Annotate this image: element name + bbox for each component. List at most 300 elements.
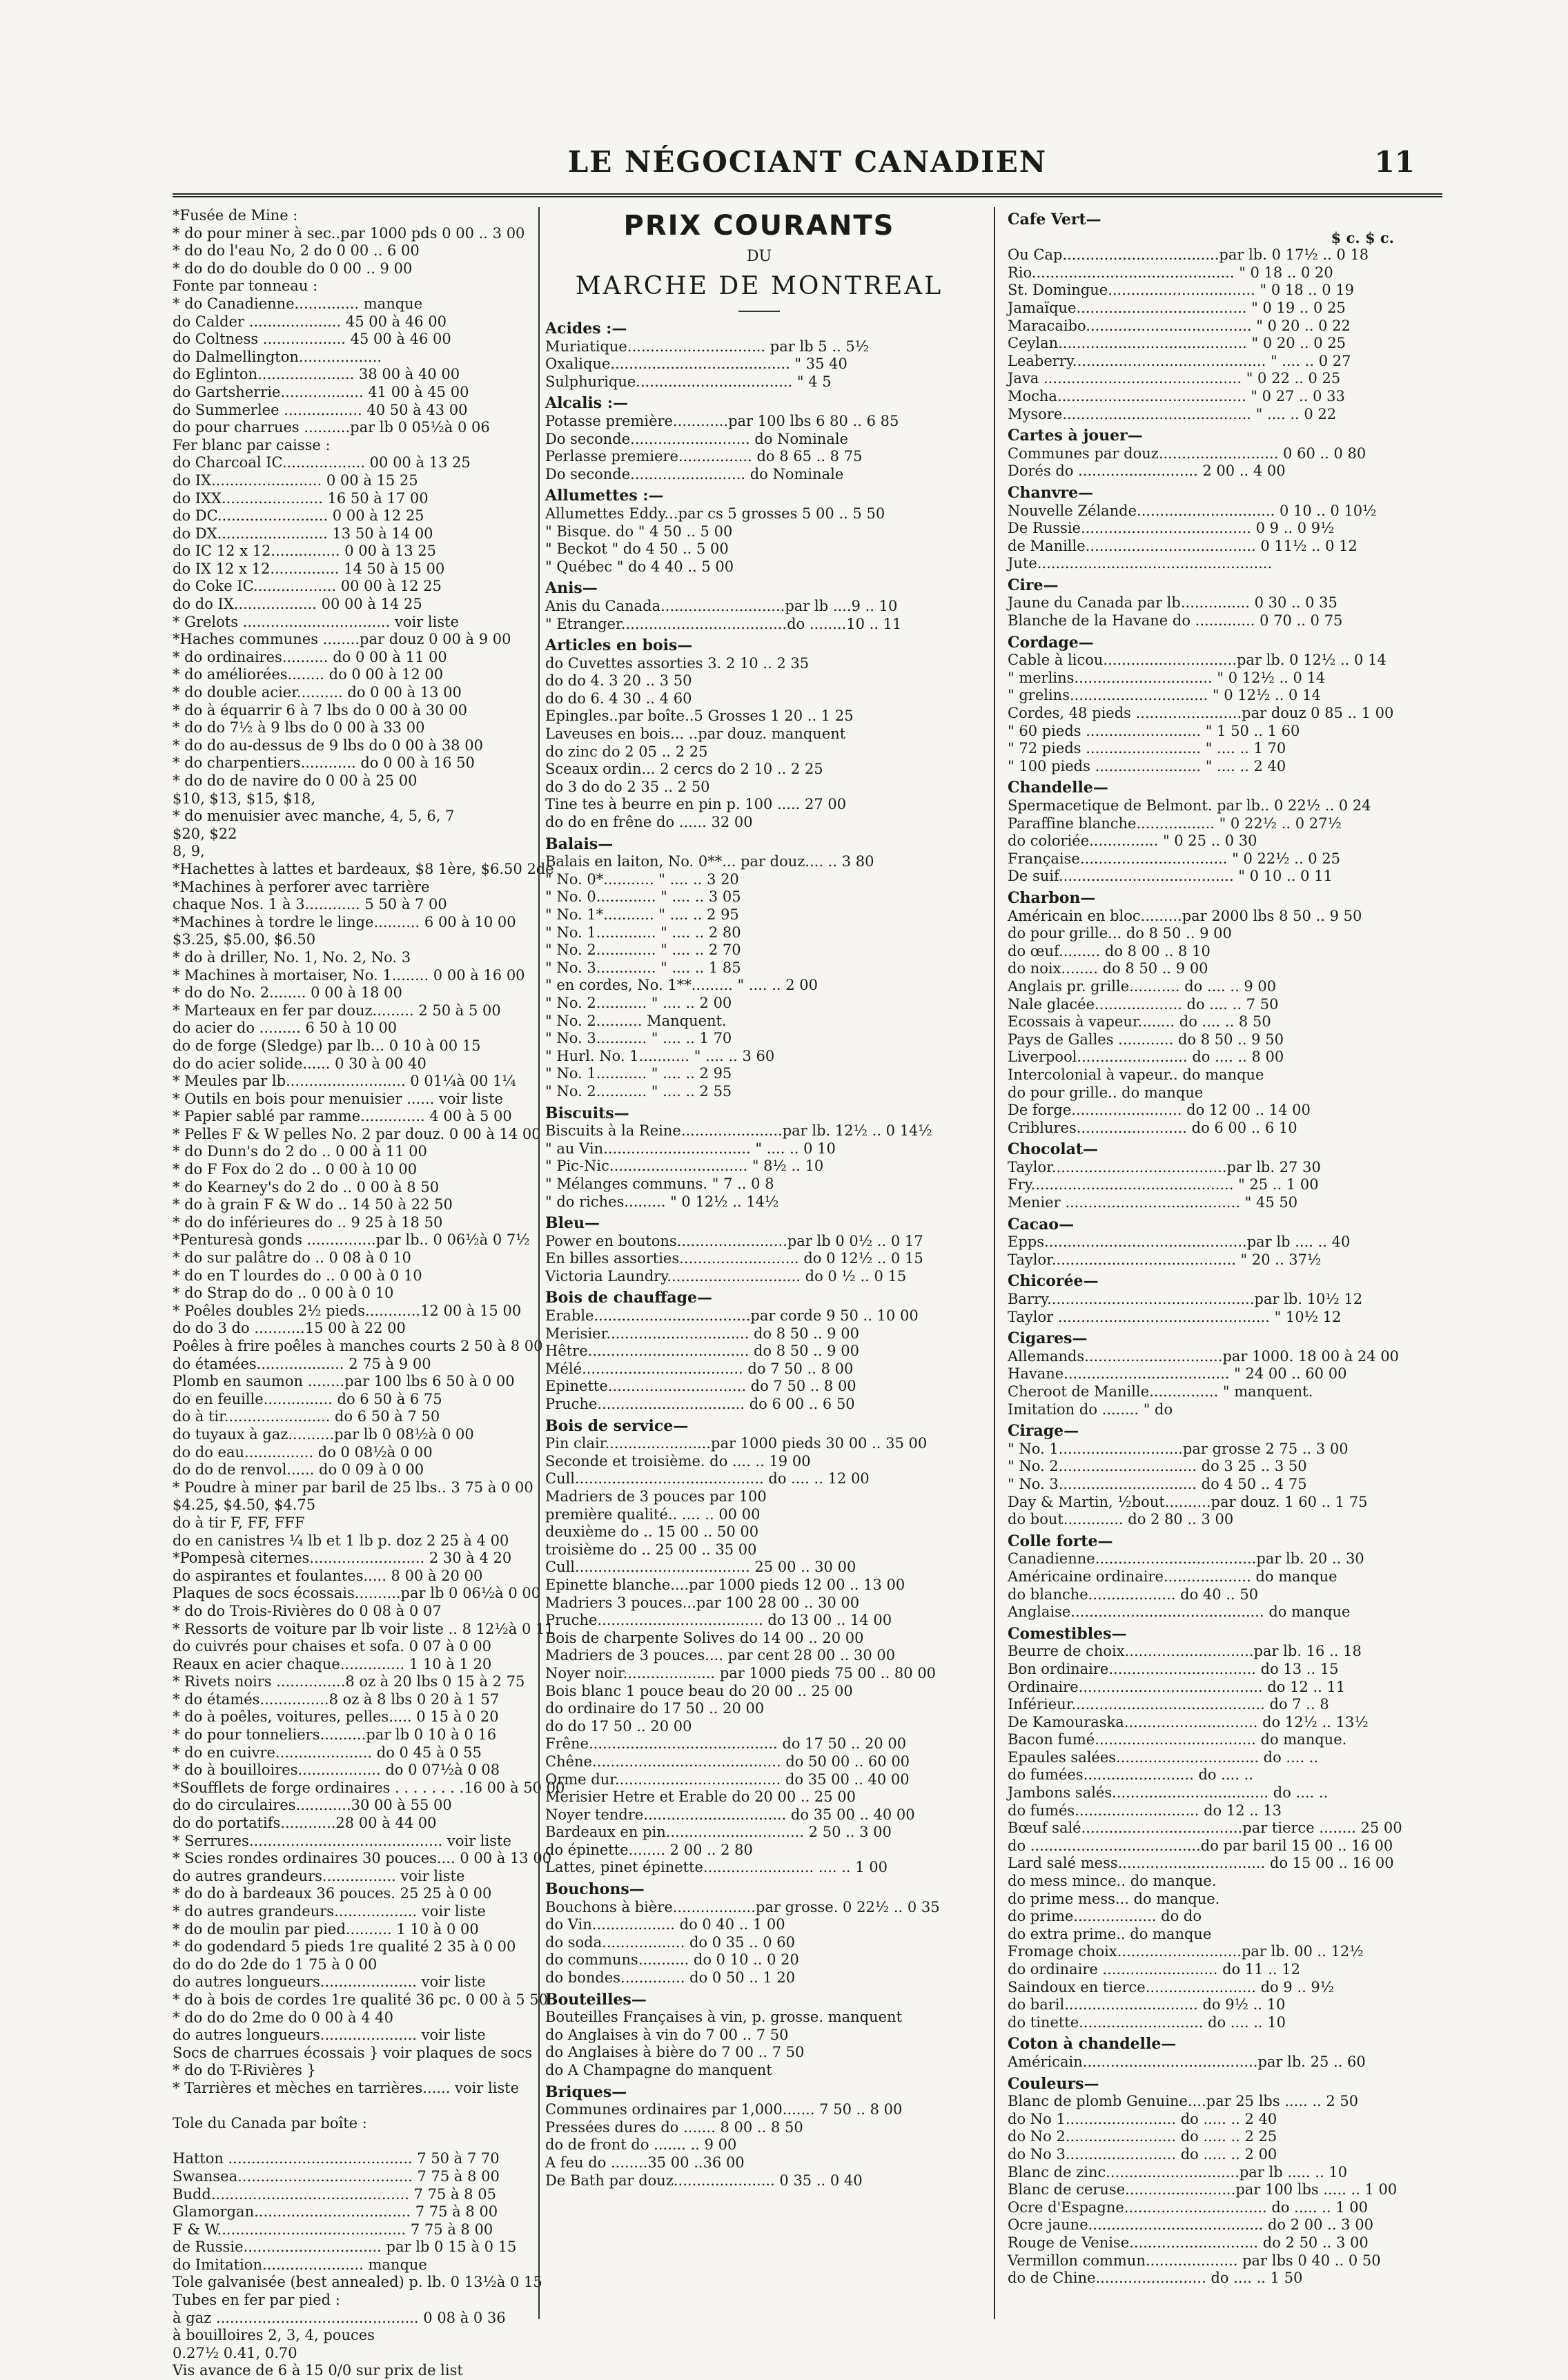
price-line: Leaberry.......................................... " .... .. 0 27 <box>1008 352 1351 369</box>
price-line: Beurre de choix............................par lb. 16 .. 18 <box>1008 1643 1362 1660</box>
price-line: Chandelle— <box>1008 779 1108 797</box>
price-line: do pour charrues ..........par lb 0 05½à 0 06 <box>173 419 490 436</box>
price-line: " 60 pieds ......................... " 1 50 .. 1 60 <box>1008 722 1300 739</box>
price-line: * do autres grandeurs.................. voir liste <box>173 1903 486 1920</box>
column-hardware-prices <box>173 207 565 2379</box>
price-line: Chicorée— <box>1008 1272 1099 1291</box>
price-line: * do en cuivre..................... do 0 45 à 0 55 <box>173 1744 482 1761</box>
price-line: " 100 pieds ....................... " .... .. 2 40 <box>1008 757 1286 774</box>
price-line: * Marteaux en fer par douz......... 2 50 à 5 00 <box>173 1002 501 1019</box>
price-line: Nouvelle Zélande.............................. 0 10 .. 0 10½ <box>1008 502 1377 519</box>
price-line: Bouteilles— <box>545 1990 647 2009</box>
price-line: " Etranger....................................do ........10 .. 11 <box>545 615 902 632</box>
price-line: do autres longueurs..................... voir liste <box>173 2027 486 2044</box>
banner-market: MARCHE DE MONTREAL <box>575 272 943 300</box>
price-line: Blanc de ceruse........................par 100 lbs ..... .. 1 00 <box>1008 2181 1398 2198</box>
price-line: * Scies rondes ordinaires 30 pouces.... 0 00 à 13 00 <box>173 1850 552 1867</box>
price-line: do Vin.................. do 0 40 .. 1 00 <box>545 1916 785 1933</box>
price-line: Balais— <box>545 835 614 853</box>
price-line: Canadienne...................................par lb. 20 .. 30 <box>1008 1550 1364 1568</box>
price-line: Couleurs— <box>1008 2074 1099 2093</box>
price-line: Bouteilles Françaises à vin, p. grosse. manquent <box>545 2009 903 2026</box>
price-line: Jamaïque..................................... " 0 19 .. 0 25 <box>1008 299 1346 316</box>
price-line: * do do au-dessus de 9 lbs do 0 00 à 38 00 <box>173 737 483 754</box>
price-line: do pour grille... do 8 50 .. 9 00 <box>1008 925 1232 942</box>
price-line: do aspirantes et foulantes..... 8 00 à 20 00 <box>173 1567 483 1584</box>
price-line: Anglaise.......................................... do manque <box>1008 1603 1351 1621</box>
price-line: do Gartsherrie.................. 41 00 à 45 00 <box>173 383 469 400</box>
price-line: $3.25, $5.00, $6.50 <box>173 931 316 948</box>
price-line: do autres grandeurs................ voir liste <box>173 1867 465 1884</box>
price-line: Acides :— <box>545 320 627 338</box>
banner-title: PRIX COURANTS <box>623 210 895 242</box>
price-line: " No. 1...........................par grosse 2 75 .. 3 00 <box>1008 1440 1349 1457</box>
price-line: do ordinaire ......................... do 11 .. 12 <box>1008 1961 1300 1978</box>
price-line: St. Domingue................................ " 0 18 .. 0 19 <box>1008 282 1355 299</box>
price-line: do DX........................ 13 50 à 14 00 <box>173 525 433 542</box>
price-line: Bouchons à bière..................par grosse. 0 22½ .. 0 35 <box>545 1898 940 1915</box>
price-line: do IXX...................... 16 50 à 17 00 <box>173 489 429 507</box>
price-line: Allumettes :— <box>545 487 664 505</box>
price-line: do do en frêne do ...... 32 00 <box>545 814 753 831</box>
price-line: " No. 0............. " .... .. 3 05 <box>545 888 741 906</box>
price-line: Erable..................................par corde 9 50 .. 10 00 <box>545 1307 919 1325</box>
price-line: Madriers de 3 pouces.... par cent 28 00 .. 30 00 <box>545 1647 896 1664</box>
price-line: * do à poêles, voitures, pelles..... 0 15 à 0 20 <box>173 1708 499 1726</box>
price-line: Cire— <box>1008 576 1059 594</box>
price-line: Madriers de 3 pouces par 100 <box>545 1488 767 1505</box>
price-line: do de front do ....... .. 9 00 <box>545 2136 737 2154</box>
price-line: * do à équarrir 6 à 7 lbs do 0 00 à 30 00 <box>173 701 467 719</box>
price-line: do DC........................ 0 00 à 12 25 <box>173 507 424 525</box>
price-line: * Outils en bois pour menuisier ...... voir liste <box>173 1090 503 1107</box>
price-line: " en cordes, No. 1**......... " .... .. 2 00 <box>545 977 819 994</box>
price-line: " No. 1............. " .... .. 2 80 <box>545 924 741 941</box>
price-line: *Fusée de Mine : <box>173 207 298 224</box>
price-line: Bon ordinaire................................ do 13 .. 15 <box>1008 1660 1339 1677</box>
price-line: troisième do .. 25 00 .. 35 00 <box>545 1541 757 1558</box>
price-line: do Dalmellington.................. <box>173 348 382 365</box>
price-line: Menier ...................................... " 45 50 <box>1008 1194 1298 1211</box>
price-line: do A Champagne do manquent <box>545 2062 772 2078</box>
price-line: Intercolonial à vapeur.. do manque <box>1008 1066 1264 1083</box>
price-line: do No 3........................ do ..... .. 2 00 <box>1008 2145 1277 2163</box>
price-line: * Poêles doubles 2½ pieds............12 00 à 15 00 <box>173 1302 522 1319</box>
price-line: " No. 3.............................. do 4 50 .. 4 75 <box>1008 1475 1307 1492</box>
column-divider <box>994 207 995 2319</box>
price-line: do tuyaux à gaz..........par lb 0 08½à 0 00 <box>173 1425 474 1443</box>
price-line: Merisier............................... do 8 50 .. 9 00 <box>545 1325 859 1342</box>
column-market-prices <box>545 207 973 2326</box>
price-line: * do charpentiers............ do 0 00 à 16 50 <box>173 754 475 772</box>
price-line: * do do l'eau No, 2 do 0 00 .. 6 00 <box>173 242 420 260</box>
price-line: do Coke IC.................. 00 00 à 12 25 <box>173 578 442 595</box>
price-line: Chêne......................................... do 50 00 .. 60 00 <box>545 1753 910 1770</box>
price-line: * Meules par lb.......................... 0 01¼à 00 1¼ <box>173 1073 516 1090</box>
price-line: do Cuvettes assorties 3. 2 10 .. 2 35 <box>545 654 810 672</box>
price-line: do No 1........................ do ..... .. 2 40 <box>1008 2110 1277 2127</box>
price-line: Colle forte— <box>1008 1532 1113 1550</box>
price-line: do 3 do do 2 35 .. 2 50 <box>545 778 710 795</box>
price-line: Bardeaux en pin.............................. 2 50 .. 3 00 <box>545 1824 892 1841</box>
price-line: do Charcoal IC.................. 00 00 à 13 25 <box>173 454 471 471</box>
price-line: do do acier solide...... 0 30 à 00 40 <box>173 1055 427 1072</box>
price-line: * do do 7½ à 9 lbs do 0 00 à 33 00 <box>173 719 425 737</box>
price-line: Reaux en acier chaque.............. 1 10 à 1 20 <box>173 1655 492 1672</box>
price-line: * Rivets noirs ...............8 oz à 20 lbs 0 15 à 2 75 <box>173 1673 525 1690</box>
price-line: do do IX.................. 00 00 à 14 25 <box>173 596 422 613</box>
price-line: 8, 9, <box>173 843 205 860</box>
price-line: $ c. $ c. <box>1331 228 1394 246</box>
price-line: Lattes, pinet épinette........................ .... .. 1 00 <box>545 1859 888 1876</box>
price-line: do noix........ do 8 50 .. 9 00 <box>1008 960 1208 977</box>
price-line: Muriatique.............................. par lb 5 .. 5½ <box>545 338 870 355</box>
price-line: do do portatifs............28 00 à 44 00 <box>173 1815 437 1832</box>
price-line: do acier do ......... 6 50 à 10 00 <box>173 1020 398 1037</box>
banner-divider <box>738 311 780 312</box>
price-line: Socs de charrues écossais } voir plaques de socs <box>173 2044 533 2061</box>
price-line: A feu do ........35 00 ..36 00 <box>545 2154 745 2171</box>
price-line: chaque Nos. 1 à 3............ 5 50 à 7 00 <box>173 896 447 913</box>
price-line: do blanche................... do 40 .. 50 <box>1008 1586 1259 1603</box>
price-line: Cordes, 48 pieds .......................par douz 0 85 .. 1 00 <box>1008 705 1394 722</box>
price-line: * do en T lourdes do .. 0 00 à 0 10 <box>173 1267 422 1284</box>
price-line: Taylor......................................par lb. 27 30 <box>1008 1158 1321 1176</box>
price-line: " No. 1*........... " .... .. 2 95 <box>545 906 739 923</box>
price-line: * do sur palâtre do .. 0 08 à 0 10 <box>173 1249 411 1267</box>
price-line: *Hachettes à lattes et bardeaux, $8 1ère, $6.50 2de <box>173 860 554 877</box>
page-number: 11 <box>1374 145 1415 179</box>
price-line: do .....................................do par baril 15 00 .. 16 00 <box>1008 1837 1393 1854</box>
price-line: Criblures........................ do 6 00 .. 6 10 <box>1008 1119 1297 1136</box>
price-line: do do 6. 4 30 .. 4 60 <box>545 690 692 707</box>
price-line <box>173 2098 531 2116</box>
price-line: do Coltness .................. 45 00 à 46 00 <box>173 331 451 348</box>
price-line: * do pour miner à sec..par 1000 pds 0 00 .. 3 00 <box>173 224 525 242</box>
price-line: * do à grain F & W do .. 14 50 à 22 50 <box>173 1196 453 1213</box>
price-line: Hatton ........................................ 7 50 à 7 70 <box>173 2150 500 2167</box>
price-line: Briques— <box>545 2082 627 2101</box>
price-line: Bois de service— <box>545 1416 689 1435</box>
price-line: " No. 2........... " .... .. 2 55 <box>545 1082 732 1100</box>
price-line: Madriers 3 pouces...par 100 28 00 .. 30 00 <box>545 1594 860 1611</box>
price-line: do extra prime.. do manque <box>1008 1925 1212 1942</box>
price-line: do épinette........ 2 00 .. 2 80 <box>545 1841 753 1858</box>
price-line: Bois blanc 1 pouce beau do 20 00 .. 25 00 <box>545 1682 853 1699</box>
price-line: * do ordinaires.......... do 0 00 à 11 00 <box>173 648 447 665</box>
price-line: Mélé................................... do 7 50 .. 8 00 <box>545 1360 854 1377</box>
price-line: De suif...................................... " 0 10 .. 0 11 <box>1008 868 1333 885</box>
price-line: F & W......................................... 7 75 à 8 00 <box>173 2221 493 2238</box>
price-line: Charbon— <box>1008 888 1096 907</box>
price-line: Articles en bois— <box>545 636 693 655</box>
price-line: do do eau............... do 0 08½à 0 00 <box>173 1443 433 1461</box>
price-line: Day & Martin, ½bout..........par douz. 1 60 .. 1 75 <box>1008 1493 1368 1510</box>
price-line: Sulphurique.................................. " 4 5 <box>545 373 832 390</box>
price-line: *Soufflets de forge ordinaires . . . . . . . .16 00 à 50 00 <box>173 1779 565 1796</box>
price-line: Fonte par tonneau : <box>173 277 318 295</box>
price-line: do do 17 50 .. 20 00 <box>545 1717 692 1735</box>
price-line: * do do de navire do 0 00 à 25 00 <box>173 772 418 789</box>
price-line: Epingles..par boîte..5 Grosses 1 20 .. 1 25 <box>545 708 854 725</box>
price-line: * Pelles F & W pelles No. 2 par douz. 0 00 à 14 00 <box>173 1125 541 1142</box>
price-line: do mess mince.. do manque. <box>1008 1873 1217 1890</box>
price-line: do Eglinton..................... 38 00 à 40 00 <box>173 366 460 383</box>
price-line: Bleu— <box>545 1214 600 1233</box>
price-line: " No. 2.............................. do 3 25 .. 3 50 <box>1008 1458 1307 1475</box>
price-line: * do do do double do 0 00 .. 9 00 <box>173 260 413 277</box>
price-line: Alcalis :— <box>545 394 628 413</box>
price-line: Taylor .............................................. " 10½ 12 <box>1008 1308 1342 1325</box>
price-line: do œuf......... do 8 00 .. 8 10 <box>1008 942 1211 959</box>
price-line: Liverpool........................ do .... .. 8 00 <box>1008 1048 1284 1066</box>
price-line: Do seconde......................... do Nominale <box>545 465 844 482</box>
price-line: " No. 2............. " .... .. 2 70 <box>545 942 741 959</box>
price-line: Spermacetique de Belmont. par lb.. 0 22½ .. 0 24 <box>1008 797 1371 814</box>
price-line: Cable à licou.............................par lb. 0 12½ .. 0 14 <box>1008 652 1386 669</box>
price-line: De Bath par douz...................... 0 35 .. 0 40 <box>545 2172 863 2189</box>
price-line: Victoria Laundry............................. do 0 ½ .. 0 15 <box>545 1267 907 1285</box>
price-line: Bois de chauffage— <box>545 1289 713 1307</box>
price-line: * do do Trois-Rivières do 0 08 à 0 07 <box>173 1602 442 1619</box>
price-line: do soda.................. do 0 35 .. 0 60 <box>545 1933 795 1951</box>
price-line: do en canistres ¼ lb et 1 lb p. doz 2 25 à 4 00 <box>173 1532 509 1549</box>
price-line: Dorés do .......................... 2 00 .. 4 00 <box>1008 462 1286 480</box>
price-line: deuxième do .. 15 00 .. 50 00 <box>545 1523 759 1541</box>
price-line: * do améliorées........ do 0 00 à 12 00 <box>173 666 444 683</box>
price-line: Bacon fumé................................... do manque. <box>1008 1731 1347 1748</box>
price-line: Française................................ " 0 22½ .. 0 25 <box>1008 850 1341 867</box>
price-line: Pressées dures do ....... 8 00 .. 8 50 <box>545 2118 803 2136</box>
price-line: * Papier sablé par ramme.............. 4 00 à 5 00 <box>173 1108 512 1125</box>
price-line: 0.27½ 0.41, 0.70 <box>173 2344 297 2361</box>
price-line: Power en boutons........................par lb 0 0½ .. 0 17 <box>545 1232 923 1249</box>
price-line: " No. 3........... " .... .. 1 70 <box>545 1030 732 1047</box>
banner-du: DU <box>746 248 772 265</box>
price-line: Pays de Galles ............ do 8 50 .. 9 50 <box>1008 1031 1284 1048</box>
price-line: Imitation do ........ " do <box>1008 1401 1173 1418</box>
price-line: Ocre d'Espagne............................... do ..... .. 1 00 <box>1008 2198 1369 2216</box>
price-line: do Anglaises à bière do 7 00 .. 7 50 <box>545 2044 805 2061</box>
price-line: à bouilloires 2, 3, 4, pouces <box>173 2327 375 2344</box>
price-line: Noyer noir.................... par 1000 pieds 75 00 .. 80 00 <box>545 1664 937 1681</box>
price-line: *Machines à tordre le linge.......... 6 00 à 10 00 <box>173 913 516 930</box>
price-line: " No. 2........... " .... .. 2 00 <box>545 994 732 1011</box>
price-line: * do menuisier avec manche, 4, 5, 6, 7 <box>173 808 455 825</box>
price-line: Communes par douz.......................... 0 60 .. 0 80 <box>1008 445 1366 462</box>
price-line: Epps............................................par lb .... .. 40 <box>1008 1233 1351 1251</box>
price-line: Cordage— <box>1008 633 1094 652</box>
price-line: Frêne......................................... do 17 50 .. 20 00 <box>545 1735 907 1753</box>
price-line: * Tarrières et mèches en tarrières...... voir liste <box>173 2079 520 2096</box>
price-line: Biscuits à la Reine......................par lb. 12½ .. 0 14½ <box>545 1122 932 1140</box>
price-line: Poêles à frire poêles à manches courts 2 50 à 8 00 <box>173 1338 543 1354</box>
price-line: Cartes à jouer— <box>1008 427 1143 445</box>
price-line: * do Strap do do .. 0 00 à 0 10 <box>173 1285 394 1302</box>
price-line: do Imitation...................... manque <box>173 2256 427 2273</box>
price-line: de Manille..................................... 0 11½ .. 0 12 <box>1008 537 1358 554</box>
price-line: " Beckot " do 4 50 .. 5 00 <box>545 540 729 558</box>
price-line: * do do T-Rivières } <box>173 2062 316 2079</box>
price-line: do Summerlee ................. 40 50 à 43 00 <box>173 401 468 418</box>
price-line: " Pic-Nic.............................. " 8½ .. 10 <box>545 1158 824 1175</box>
price-line: * Machines à mortaiser, No. 1........ 0 00 à 16 00 <box>173 966 525 984</box>
price-line: * do do No. 2........ 0 00 à 18 00 <box>173 984 402 1002</box>
price-line: * Serrures.......................................... voir liste <box>173 1832 511 1849</box>
price-line: $4.25, $4.50, $4.75 <box>173 1496 316 1514</box>
price-line: Cacao— <box>1008 1215 1075 1233</box>
price-line: *Haches communes ........par douz 0 00 à 9 00 <box>173 631 511 648</box>
price-line: do fumés........................... do 12 .. 13 <box>1008 1802 1282 1819</box>
price-line: Epinette.............................. do 7 50 .. 8 00 <box>545 1378 856 1395</box>
price-line: Pin clair.......................par 1000 pieds 30 00 .. 35 00 <box>545 1435 928 1452</box>
price-line: Noyer tendre............................... do 35 00 .. 40 00 <box>545 1806 915 1823</box>
price-line: " No. 3............. " .... .. 1 85 <box>545 959 741 976</box>
price-line: Do seconde.......................... do Nominale <box>545 430 848 447</box>
price-line: Plomb en saumon ........par 100 lbs 6 50 à 0 00 <box>173 1373 515 1390</box>
price-line: do étamées................... 2 75 à 9 00 <box>173 1355 431 1372</box>
price-line: Cigares— <box>1008 1329 1088 1348</box>
price-line: do à tir F, FF, FFF <box>173 1514 305 1531</box>
price-line: Fer blanc par caisse : <box>173 436 331 453</box>
price-line: Rouge de Venise............................ do 2 50 .. 3 00 <box>1008 2234 1369 2251</box>
price-line: Fromage choix...........................par lb. 00 .. 12½ <box>1008 1943 1364 1960</box>
price-line: De Russie..................................... 0 9 .. 0 9½ <box>1008 520 1335 537</box>
price-line: do de forge (Sledge) par lb... 0 10 à 00 15 <box>173 1037 481 1054</box>
price-line: do zinc do 2 05 .. 2 25 <box>545 743 708 760</box>
price-line: do do de renvol...... do 0 09 à 0 00 <box>173 1461 424 1479</box>
price-line: Merisier Hetre et Erable do 20 00 .. 25 00 <box>545 1788 856 1806</box>
price-line: Jaune du Canada par lb............... 0 30 .. 0 35 <box>1008 594 1337 612</box>
price-line: " Mélanges communs. " 7 .. 0 8 <box>545 1175 774 1192</box>
price-line: Swansea...................................... 7 75 à 8 00 <box>173 2167 500 2185</box>
price-line: do autres longueurs..................... voir liste <box>173 1973 486 1991</box>
price-line: $20, $22 <box>173 825 237 842</box>
price-line: Maracaibo.................................... " 0 20 .. 0 22 <box>1008 317 1351 334</box>
price-line: " No. 1........... " .... .. 2 95 <box>545 1065 732 1082</box>
price-line: De forge........................ do 12 00 .. 14 00 <box>1008 1102 1311 1119</box>
price-line: do en feuille............... do 6 50 à 6 75 <box>173 1390 442 1407</box>
price-line: Comestibles— <box>1008 1624 1127 1643</box>
price-line: Ocre jaune...................................... do 2 00 .. 3 00 <box>1008 2216 1373 2234</box>
price-line <box>173 2133 531 2151</box>
price-line: Blanche de la Havane do ............. 0 70 .. 0 75 <box>1008 612 1343 630</box>
price-line: do à tir....................... do 6 50 à 7 50 <box>173 1408 440 1425</box>
price-line: Américain......................................par lb. 25 .. 60 <box>1008 2053 1366 2070</box>
price-line: Bois de charpente Solives do 14 00 .. 20 00 <box>545 1629 864 1646</box>
market-price-lines <box>545 320 973 2189</box>
price-line: Seconde et troisième. do .... .. 19 00 <box>545 1452 811 1470</box>
column-divider <box>538 207 540 2319</box>
price-line: Blanc de zinc.............................par lb ..... .. 10 <box>1008 2163 1348 2181</box>
price-line: * do do inférieures do .. 9 25 à 18 50 <box>173 1213 443 1231</box>
price-line: do coloriée............... " 0 25 .. 0 30 <box>1008 832 1257 850</box>
price-line: * do godendard 5 pieds 1re qualité 2 35 à 0 00 <box>173 1938 516 1955</box>
price-line: " Bisque. do " 4 50 .. 5 00 <box>545 523 733 540</box>
price-line: do fumées........................ do .... .. <box>1008 1766 1253 1784</box>
price-line: do communs........... do 0 10 .. 0 20 <box>545 1951 799 1969</box>
price-line: do ordinaire do 17 50 .. 20 00 <box>545 1700 765 1717</box>
price-line: Jambons salés.................................. do .... .. <box>1008 1784 1329 1802</box>
price-line: Américain en bloc.........par 2000 lbs 8 50 .. 9 50 <box>1008 907 1362 924</box>
price-line: * Grelots ................................ voir liste <box>173 613 459 630</box>
running-head <box>173 145 1442 186</box>
price-line: Cull......................................... do .... .. 12 00 <box>545 1470 870 1488</box>
price-line: Nale glacée................... do .... .. 7 50 <box>1008 995 1279 1013</box>
price-line: * do pour tonneliers..........par lb 0 10 à 0 16 <box>173 1726 497 1744</box>
price-line: * do double acier.......... do 0 00 à 13 00 <box>173 684 462 701</box>
price-line: * do à bouilloires.................. do 0 07½à 0 08 <box>173 1762 500 1779</box>
price-line: En billes assorties.......................... do 0 12½ .. 0 15 <box>545 1250 923 1267</box>
price-line: *Machines à perforer avec tarrière <box>173 878 430 895</box>
price-line: Ceylan......................................... " 0 20 .. 0 25 <box>1008 335 1346 352</box>
price-line: Blanc de plomb Genuine....par 25 lbs ..... .. 2 50 <box>1008 2093 1359 2110</box>
price-line: do IC 12 x 12............... 0 00 à 13 25 <box>173 543 436 560</box>
price-line: Laveuses en bois... ..par douz. manquent <box>545 725 846 743</box>
price-line: * do à bois de cordes 1re qualité 36 pc. 0 00 à 5 50 <box>173 1991 549 2008</box>
price-line: Communes ordinaires par 1,000....... 7 50 .. 8 00 <box>545 2101 903 2118</box>
price-line: Coton à chandelle— <box>1008 2035 1177 2054</box>
price-line: Vermillon commun.................... par lbs 0 40 .. 0 50 <box>1008 2252 1381 2269</box>
price-line: Glamorgan.................................. 7 75 à 8 00 <box>173 2203 498 2221</box>
price-line: *Pompesà citernes......................... 2 30 à 4 20 <box>173 1550 512 1567</box>
price-line: Tole galvanisée (best annealed) p. lb. 0 13½à 0 15 <box>173 2274 542 2291</box>
price-line: do bout............. do 2 80 .. 3 00 <box>1008 1511 1234 1528</box>
price-line: do tinette........................... do .... .. 10 <box>1008 2013 1286 2031</box>
price-line: Mysore......................................... " .... .. 0 22 <box>1008 405 1337 422</box>
price-line: Oxalique....................................... " 35 40 <box>545 355 847 373</box>
price-line: Taylor........................................ " 20 .. 37½ <box>1008 1251 1322 1268</box>
price-line: $10, $13, $15, $18, <box>173 790 316 807</box>
price-line: Allumettes Eddy...par cs 5 grosses 5 00 .. 5 50 <box>545 505 885 522</box>
price-line: * Poudre à miner par baril de 25 lbs.. 3 75 à 0 00 <box>173 1479 533 1496</box>
price-line: do cuivrés pour chaises et sofa. 0 07 à 0 00 <box>173 1638 492 1655</box>
price-line: *Penturesà gonds ...............par lb.. 0 06½à 0 7½ <box>173 1231 530 1249</box>
price-line: do Calder .................... 45 00 à 46 00 <box>173 313 447 330</box>
price-line: Cirage— <box>1008 1422 1079 1441</box>
price-line: Inférieur.......................................... do 7 .. 8 <box>1008 1696 1329 1713</box>
price-line: Havane.................................... " 24 00 .. 60 00 <box>1008 1365 1347 1383</box>
price-line: de Russie.............................. par lb 0 15 à 0 15 <box>173 2238 517 2256</box>
masthead-title: LE NÉGOCIANT CANADIEN <box>567 145 1048 179</box>
price-line: do bondes.............. do 0 50 .. 1 20 <box>545 1969 796 1987</box>
header-rule <box>173 193 1442 197</box>
price-line: Tubes en fer par pied : <box>173 2292 340 2309</box>
price-line: do IX........................ 0 00 à 15 25 <box>173 471 418 489</box>
price-line: " au Vin................................ " .... .. 0 10 <box>545 1140 836 1157</box>
price-line: Lard salé mess................................ do 15 00 .. 16 00 <box>1008 1855 1394 1872</box>
price-line: Balais en laiton, No. 0**... par douz.... .. 3 80 <box>545 853 874 870</box>
price-line: * do à driller, No. 1, No. 2, No. 3 <box>173 948 411 966</box>
price-line: do Anglaises à vin do 7 00 .. 7 50 <box>545 2026 789 2043</box>
price-line: * do Canadienne.............. manque <box>173 295 423 312</box>
price-line: Epinette blanche....par 1000 pieds 12 00 .. 13 00 <box>545 1576 905 1593</box>
price-line: Chocolat— <box>1008 1140 1099 1159</box>
price-line: Perlasse premiere................ do 8 65 .. 8 75 <box>545 448 863 465</box>
price-line: Cafe Vert— <box>1008 211 1101 228</box>
price-line: Pruche.................................... do 13 00 .. 14 00 <box>545 1612 892 1629</box>
price-line: Chanvre— <box>1008 483 1094 502</box>
price-line: do IX 12 x 12............... 14 50 à 15 00 <box>173 560 445 577</box>
price-line: do No 2........................ do ..... .. 2 25 <box>1008 2128 1277 2145</box>
price-line: " Hurl. No. 1........... " .... .. 3 60 <box>545 1047 775 1064</box>
price-line: Ou Cap..................................par lb. 0 17½ .. 0 18 <box>1008 246 1369 264</box>
price-line: * do étamés...............8 oz à 8 lbs 0 20 à 1 57 <box>173 1690 500 1708</box>
price-line: " 72 pieds ......................... " .... .. 1 70 <box>1008 740 1286 757</box>
price-line: Mocha......................................... " 0 27 .. 0 33 <box>1008 387 1345 404</box>
price-line: " grelins.............................. " 0 12½ .. 0 14 <box>1008 687 1321 704</box>
price-line: De Kamouraska............................. do 12½ .. 13½ <box>1008 1713 1369 1730</box>
